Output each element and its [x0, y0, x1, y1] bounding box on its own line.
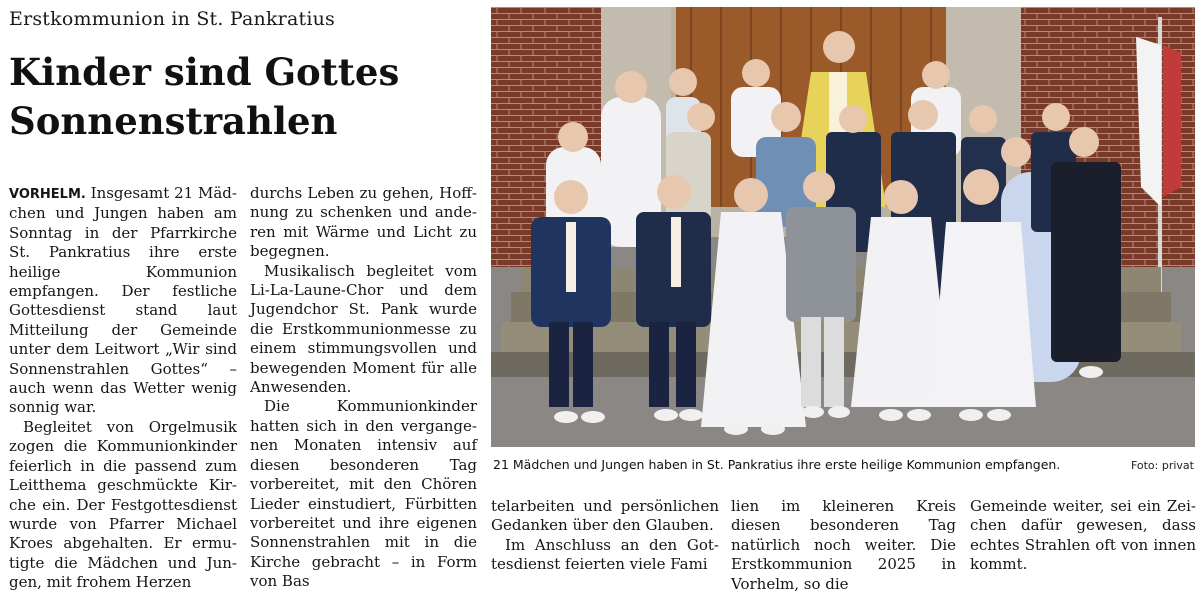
text-column-2 — [250, 184, 477, 592]
paragraph: Begleitet von Orgelmusik zogen die Kommunionkinder feierlich in die passend zum Leitthema geschmückte Kirche ein. Der Festgottesdienst wurde von Pfarrer Michael Kroes abgehalten. Er ermutigte die Mädchen und Jungen, mit frohem Herzen — [9, 417, 237, 592]
paragraph: telarbeiten und persönlichen Gedanken über den Glauben. — [491, 497, 719, 535]
text-column-3 — [491, 497, 719, 575]
photo-caption: 21 Mädchen und Jungen haben in St. Pankratius ihre erste heilige Kommunion empfangen. — [493, 457, 1061, 472]
paragraph: Gemeinde weiter, sei ein Zeichen dafür gewesen, dass echtes Strahlen oft von innen kommt. — [970, 497, 1196, 574]
headline-line-2: Sonnenstrahlen — [9, 99, 338, 143]
headline-line-1: Kinder sind Gottes — [9, 50, 400, 94]
kicker: Erstkommunion in St. Pankratius — [9, 8, 335, 30]
paragraph: Musikalisch begleitet vom Li-La-Laune-Chor und dem Jugendchor St. Pank wurde die Erstkommunionmesse zu einem stimmungsvollen und bewegenden Moment für alle Anwesenden. — [250, 261, 477, 397]
dateline: VORHELM. — [9, 187, 86, 202]
paragraph: Im Anschluss an den Gottesdienst feierten viele Fami — [491, 535, 719, 574]
text-column-4 — [731, 497, 956, 594]
paragraph: Die Kommunionkinder hatten sich in den vergangenen Monaten intensiv auf diesen besonderen Tag vorbereitet, mit den Chören Lieder einstudiert, Fürbitten vorbereitet und ihre eigenen Sonnenstrahlen mit in die Kirche gebracht – in Form von Bas — [250, 397, 477, 591]
paragraph: durchs Leben zu gehen, Hoffnung zu schenken und anderen mit Wärme und Licht zu begegnen. — [250, 184, 477, 261]
photo-credit: Foto: privat — [1130, 459, 1194, 472]
paragraph — [9, 184, 237, 418]
paragraph: lien im kleineren Kreis diesen besonderen Tag natürlich noch weiter. Die Erstkommunion 2025 in Vorhelm, so die — [731, 497, 956, 593]
headline — [9, 48, 479, 146]
text-column-1 — [9, 184, 237, 593]
group-photo — [491, 7, 1195, 447]
text-column-5 — [970, 497, 1196, 575]
body-text: Insgesamt 21 Mädchen und Jungen haben am Sonntag in der Pfarrkirche St. Pankratius ihre erste heilige Kommunion empfangen. Der festliche Gottesdienst stand laut Mitteilung der Gemeinde unter dem Leitwort „Wir sind Sonnenstrahlen Gottes“ – auch wenn das Wetter wenig sonnig war. — [9, 184, 237, 417]
